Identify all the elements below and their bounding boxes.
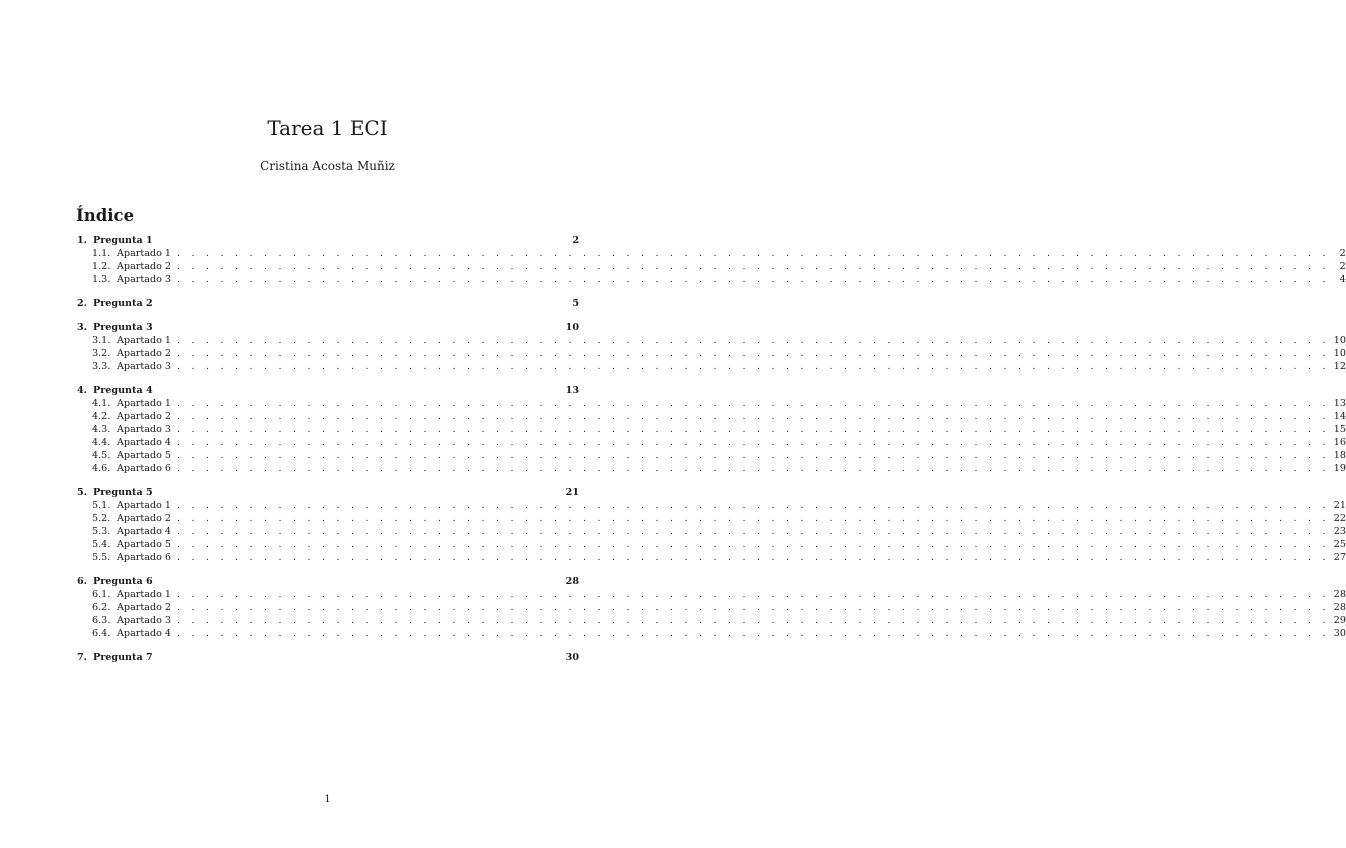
toc-entry-section[interactable] (77, 297, 579, 310)
toc-entry-page: 30 (1333, 628, 1346, 639)
toc-entry-title: Apartado 1 (117, 398, 172, 409)
toc-dot-leader: . . . . . . . . . . . . . . . . . . . . . . . . . . . . . . . . . . . . . . . . . . . . . . . . . . . . . . . . . . . . . . . . . . . . . . . . . . . . . . . . (177, 513, 1330, 524)
toc-dot-leader: . . . . . . . . . . . . . . . . . . . . . . . . . . . . . . . . . . . . . . . . . . . . . . . . . . . . . . . . . . . . . . . . . . . . . . . . . . . . . . . . (177, 437, 1330, 448)
toc-section (77, 234, 1346, 286)
toc-entry-page: 22 (1333, 513, 1346, 524)
toc-entry-page: 19 (1333, 463, 1346, 474)
toc-entry-title: Pregunta 5 (93, 487, 153, 498)
toc-entry-number: 4.2. (92, 411, 111, 422)
toc-entry-page: 2 (572, 235, 579, 246)
page-number: 1 (324, 794, 331, 805)
toc-entry-title: Apartado 2 (117, 348, 172, 359)
toc-section (77, 297, 579, 310)
toc-dot-leader: . . . . . . . . . . . . . . . . . . . . . . . . . . . . . . . . . . . . . . . . . . . . . . . . . . . . . . . . . . . . . . . . . . . . . . . . . . . . . . . . (177, 348, 1330, 359)
toc-entry-page: 27 (1333, 552, 1346, 563)
toc-entry-number: 1. (77, 235, 88, 246)
toc-dot-leader: . . . . . . . . . . . . . . . . . . . . . . . . . . . . . . . . . . . . . . . . . . . . . . . . . . . . . . . . . . . . . . . . . . . . . . . . . . . . . . . . (177, 424, 1330, 435)
toc-dot-leader: . . . . . . . . . . . . . . . . . . . . . . . . . . . . . . . . . . . . . . . . . . . . . . . . . . . . . . . . . . . . . . . . . . . . . . . . . . . . . . . . (177, 361, 1330, 372)
toc-entry-subsection[interactable] (77, 588, 1346, 601)
toc-dot-leader: . . . . . . . . . . . . . . . . . . . . . . . . . . . . . . . . . . . . . . . . . . . . . . . . . . . . . . . . . . . . . . . . . . . . . . . . . . . . . . . . (177, 526, 1330, 537)
toc-entry-number: 5.4. (92, 539, 111, 550)
toc-entry-number: 6.2. (92, 602, 111, 613)
toc-entry-subsection[interactable] (77, 360, 1346, 373)
toc-entry-title: Pregunta 1 (93, 235, 153, 246)
toc-entry-title: Apartado 1 (117, 589, 172, 600)
toc-entry-page: 10 (1333, 335, 1346, 346)
toc-entry-number: 1.1. (92, 248, 111, 259)
toc-entry-subsection[interactable] (77, 247, 1346, 260)
toc-entry-number: 5. (77, 487, 88, 498)
toc-entry-subsection[interactable] (77, 397, 1346, 410)
toc-entry-page: 21 (565, 487, 579, 498)
toc-entry-page: 23 (1333, 526, 1346, 537)
toc-entry-subsection[interactable] (77, 462, 1346, 475)
toc-entry-title: Apartado 1 (117, 248, 172, 259)
toc-entry-page: 4 (1339, 274, 1346, 285)
toc-entry-subsection[interactable] (77, 260, 1346, 273)
toc-entry-section[interactable] (77, 384, 579, 397)
toc-entry-subsection[interactable] (77, 601, 1346, 614)
toc-entry-title: Pregunta 7 (93, 652, 153, 663)
toc-entry-number: 1.3. (92, 274, 111, 285)
toc-entry-number: 3.2. (92, 348, 111, 359)
toc-entry-subsection[interactable] (77, 423, 1346, 436)
toc-entry-number: 4. (77, 385, 88, 396)
toc-entry-number: 1.2. (92, 261, 111, 272)
toc-entry-page: 10 (565, 322, 579, 333)
toc-entry-title: Apartado 3 (117, 274, 172, 285)
toc-entry-title: Apartado 1 (117, 500, 172, 511)
toc-entry-number: 4.3. (92, 424, 111, 435)
toc-entry-title: Apartado 4 (117, 628, 172, 639)
toc-entry-subsection[interactable] (77, 525, 1346, 538)
toc-entry-page: 15 (1333, 424, 1346, 435)
toc-entry-section[interactable] (77, 486, 579, 499)
document-title: Tarea 1 ECI (267, 116, 388, 140)
toc-entry-number: 6.3. (92, 615, 111, 626)
toc-entry-title: Apartado 5 (117, 539, 172, 550)
toc-entry-page: 12 (1333, 361, 1346, 372)
toc-entry-page: 21 (1333, 500, 1346, 511)
toc-dot-leader: . . . . . . . . . . . . . . . . . . . . . . . . . . . . . . . . . . . . . . . . . . . . . . . . . . . . . . . . . . . . . . . . . . . . . . . . . . . . . . . . (177, 552, 1330, 563)
toc-section (77, 486, 1346, 564)
toc-dot-leader: . . . . . . . . . . . . . . . . . . . . . . . . . . . . . . . . . . . . . . . . . . . . . . . . . . . . . . . . . . . . . . . . . . . . . . . . . . . . . . . . (177, 463, 1330, 474)
toc-entry-page: 18 (1333, 450, 1346, 461)
toc-dot-leader: . . . . . . . . . . . . . . . . . . . . . . . . . . . . . . . . . . . . . . . . . . . . . . . . . . . . . . . . . . . . . . . . . . . . . . . . . . . . . . . . (177, 589, 1330, 600)
toc-entry-title: Pregunta 2 (93, 298, 153, 309)
toc-section (77, 321, 1346, 373)
toc-entry-page: 16 (1333, 437, 1346, 448)
toc-entry-section[interactable] (77, 575, 579, 588)
toc-entry-title: Apartado 5 (117, 450, 172, 461)
toc-entry-number: 3.3. (92, 361, 111, 372)
toc-entry-page: 13 (1333, 398, 1346, 409)
toc-dot-leader: . . . . . . . . . . . . . . . . . . . . . . . . . . . . . . . . . . . . . . . . . . . . . . . . . . . . . . . . . . . . . . . . . . . . . . . . . . . . . . . . (177, 628, 1330, 639)
toc-entry-number: 5.2. (92, 513, 111, 524)
toc-entry-subsection[interactable] (77, 449, 1346, 462)
toc-entry-number: 4.5. (92, 450, 111, 461)
toc-entry-page: 30 (565, 652, 579, 663)
toc-entry-page: 14 (1333, 411, 1346, 422)
toc-entry-number: 3. (77, 322, 88, 333)
toc-entry-title: Apartado 3 (117, 615, 172, 626)
toc-entry-number: 7. (77, 652, 88, 663)
toc-entry-page: 28 (565, 576, 579, 587)
toc-entry-page: 2 (1339, 261, 1346, 272)
toc-entry-number: 3.1. (92, 335, 111, 346)
toc-dot-leader: . . . . . . . . . . . . . . . . . . . . . . . . . . . . . . . . . . . . . . . . . . . . . . . . . . . . . . . . . . . . . . . . . . . . . . . . . . . . . . . . (177, 335, 1330, 346)
table-of-contents (77, 234, 1346, 675)
toc-entry-number: 4.6. (92, 463, 111, 474)
toc-entry-number: 6. (77, 576, 88, 587)
toc-entry-title: Pregunta 4 (93, 385, 153, 396)
toc-entry-page: 10 (1333, 348, 1346, 359)
toc-section (77, 651, 579, 664)
toc-dot-leader: . . . . . . . . . . . . . . . . . . . . . . . . . . . . . . . . . . . . . . . . . . . . . . . . . . . . . . . . . . . . . . . . . . . . . . . . . . . . . . . . (177, 602, 1330, 613)
toc-entry-title: Apartado 4 (117, 526, 172, 537)
toc-entry-title: Apartado 4 (117, 437, 172, 448)
toc-entry-title: Apartado 3 (117, 424, 172, 435)
toc-section (77, 384, 1346, 475)
toc-entry-number: 4.1. (92, 398, 111, 409)
document-author: Cristina Acosta Muñiz (260, 159, 395, 173)
toc-entry-number: 4.4. (92, 437, 111, 448)
toc-dot-leader: . . . . . . . . . . . . . . . . . . . . . . . . . . . . . . . . . . . . . . . . . . . . . . . . . . . . . . . . . . . . . . . . . . . . . . . . . . . . . . . . (177, 248, 1330, 259)
toc-entry-section[interactable] (77, 234, 579, 247)
toc-dot-leader: . . . . . . . . . . . . . . . . . . . . . . . . . . . . . . . . . . . . . . . . . . . . . . . . . . . . . . . . . . . . . . . . . . . . . . . . . . . . . . . . (177, 615, 1330, 626)
toc-entry-subsection[interactable] (77, 614, 1346, 627)
toc-entry-title: Apartado 6 (117, 552, 172, 563)
toc-entry-page: 13 (565, 385, 579, 396)
toc-dot-leader: . . . . . . . . . . . . . . . . . . . . . . . . . . . . . . . . . . . . . . . . . . . . . . . . . . . . . . . . . . . . . . . . . . . . . . . . . . . . . . . . (177, 274, 1330, 285)
toc-dot-leader: . . . . . . . . . . . . . . . . . . . . . . . . . . . . . . . . . . . . . . . . . . . . . . . . . . . . . . . . . . . . . . . . . . . . . . . . . . . . . . . . (177, 539, 1330, 550)
toc-section (77, 575, 1346, 640)
toc-entry-title: Apartado 3 (117, 361, 172, 372)
toc-entry-subsection[interactable] (77, 512, 1346, 525)
toc-entry-title: Pregunta 6 (93, 576, 153, 587)
toc-entry-title: Apartado 6 (117, 463, 172, 474)
toc-dot-leader: . . . . . . . . . . . . . . . . . . . . . . . . . . . . . . . . . . . . . . . . . . . . . . . . . . . . . . . . . . . . . . . . . . . . . . . . . . . . . . . . (177, 500, 1330, 511)
toc-entry-number: 5.3. (92, 526, 111, 537)
toc-heading: Índice (76, 206, 135, 225)
toc-entry-subsection[interactable] (77, 410, 1346, 423)
toc-entry-section[interactable] (77, 651, 579, 664)
toc-dot-leader: . . . . . . . . . . . . . . . . . . . . . . . . . . . . . . . . . . . . . . . . . . . . . . . . . . . . . . . . . . . . . . . . . . . . . . . . . . . . . . . . (177, 411, 1330, 422)
toc-entry-number: 5.5. (92, 552, 111, 563)
toc-entry-subsection[interactable] (77, 499, 1346, 512)
toc-entry-section[interactable] (77, 321, 579, 334)
toc-entry-title: Apartado 2 (117, 602, 172, 613)
toc-dot-leader: . . . . . . . . . . . . . . . . . . . . . . . . . . . . . . . . . . . . . . . . . . . . . . . . . . . . . . . . . . . . . . . . . . . . . . . . . . . . . . . . (177, 398, 1330, 409)
toc-entry-title: Apartado 1 (117, 335, 172, 346)
toc-entry-page: 5 (572, 298, 579, 309)
toc-entry-number: 5.1. (92, 500, 111, 511)
toc-entry-page: 29 (1333, 615, 1346, 626)
toc-entry-subsection[interactable] (77, 538, 1346, 551)
toc-entry-subsection[interactable] (77, 436, 1346, 449)
toc-entry-title: Apartado 2 (117, 411, 172, 422)
toc-entry-number: 6.4. (92, 628, 111, 639)
toc-entry-page: 28 (1333, 602, 1346, 613)
toc-entry-number: 2. (77, 298, 88, 309)
toc-entry-subsection[interactable] (77, 273, 1346, 286)
toc-entry-title: Pregunta 3 (93, 322, 153, 333)
toc-entry-subsection[interactable] (77, 334, 1346, 347)
toc-entry-title: Apartado 2 (117, 513, 172, 524)
toc-entry-subsection[interactable] (77, 551, 1346, 564)
toc-dot-leader: . . . . . . . . . . . . . . . . . . . . . . . . . . . . . . . . . . . . . . . . . . . . . . . . . . . . . . . . . . . . . . . . . . . . . . . . . . . . . . . . (177, 261, 1330, 272)
toc-dot-leader: . . . . . . . . . . . . . . . . . . . . . . . . . . . . . . . . . . . . . . . . . . . . . . . . . . . . . . . . . . . . . . . . . . . . . . . . . . . . . . . . (177, 450, 1330, 461)
toc-entry-subsection[interactable] (77, 627, 1346, 640)
toc-entry-subsection[interactable] (77, 347, 1346, 360)
toc-entry-page: 2 (1339, 248, 1346, 259)
toc-entry-title: Apartado 2 (117, 261, 172, 272)
toc-entry-page: 28 (1333, 589, 1346, 600)
toc-entry-number: 6.1. (92, 589, 111, 600)
toc-entry-page: 25 (1333, 539, 1346, 550)
